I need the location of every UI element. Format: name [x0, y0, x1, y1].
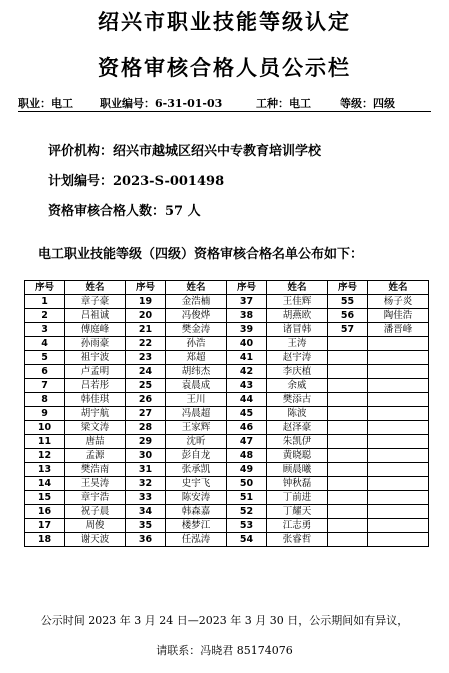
name-cell: 丁前进	[267, 491, 328, 505]
serial-number-cell: 50	[227, 477, 267, 491]
serial-number-cell: 35	[126, 519, 166, 533]
name-cell	[368, 379, 429, 393]
table-header-cell: 姓名	[368, 281, 429, 295]
serial-number-cell: 56	[328, 309, 368, 323]
name-cell: 祝子晨	[65, 505, 126, 519]
serial-number-cell: 17	[25, 519, 65, 533]
table-header-cell: 序号	[126, 281, 166, 295]
name-cell: 江志勇	[267, 519, 328, 533]
serial-number-cell: 44	[227, 393, 267, 407]
name-cell: 陶佳浩	[368, 309, 429, 323]
evaluation-org: 评价机构：绍兴市越城区绍兴中专教育培训学校	[48, 144, 322, 159]
serial-number-cell: 25	[126, 379, 166, 393]
name-cell: 吕若彤	[65, 379, 126, 393]
name-cell	[368, 477, 429, 491]
serial-number-cell: 11	[25, 435, 65, 449]
name-cell: 史宇飞	[166, 477, 227, 491]
serial-number-cell: 43	[227, 379, 267, 393]
serial-number-cell: 15	[25, 491, 65, 505]
name-cell: 钟秋磊	[267, 477, 328, 491]
serial-number-cell: 14	[25, 477, 65, 491]
name-cell: 孙浩	[166, 337, 227, 351]
job-type: 工种：电工	[256, 97, 311, 110]
name-cell: 唐喆	[65, 435, 126, 449]
name-cell	[368, 533, 429, 547]
serial-number-cell	[328, 463, 368, 477]
serial-number-cell: 33	[126, 491, 166, 505]
name-cell: 王昊涛	[65, 477, 126, 491]
table-row	[25, 309, 429, 323]
serial-number-cell: 46	[227, 421, 267, 435]
serial-number-cell: 13	[25, 463, 65, 477]
roster-table	[24, 280, 429, 547]
serial-number-cell: 6	[25, 365, 65, 379]
serial-number-cell: 37	[227, 295, 267, 309]
name-cell: 丁耀天	[267, 505, 328, 519]
serial-number-cell: 8	[25, 393, 65, 407]
serial-number-cell	[328, 519, 368, 533]
name-cell: 郑超	[166, 351, 227, 365]
serial-number-cell: 30	[126, 449, 166, 463]
table-row	[25, 337, 429, 351]
serial-number-cell: 16	[25, 505, 65, 519]
serial-number-cell: 9	[25, 407, 65, 421]
name-cell: 傅庭峰	[65, 323, 126, 337]
name-cell: 樊浩南	[65, 463, 126, 477]
serial-number-cell: 47	[227, 435, 267, 449]
table-header-cell: 序号	[25, 281, 65, 295]
name-cell	[368, 463, 429, 477]
name-cell	[368, 491, 429, 505]
serial-number-cell: 23	[126, 351, 166, 365]
serial-number-cell	[328, 533, 368, 547]
serial-number-cell	[328, 505, 368, 519]
table-row	[25, 491, 429, 505]
table-header-cell: 姓名	[267, 281, 328, 295]
serial-number-cell: 49	[227, 463, 267, 477]
table-row	[25, 407, 429, 421]
name-cell: 吕祖诚	[65, 309, 126, 323]
table-row	[25, 435, 429, 449]
table-row	[25, 379, 429, 393]
serial-number-cell: 36	[126, 533, 166, 547]
name-cell: 祖宇波	[65, 351, 126, 365]
name-cell: 赵泽豪	[267, 421, 328, 435]
table-row	[25, 505, 429, 519]
serial-number-cell: 3	[25, 323, 65, 337]
job-info-line	[18, 93, 431, 112]
name-cell: 陈波	[267, 407, 328, 421]
name-cell: 胡宇航	[65, 407, 126, 421]
name-cell	[368, 351, 429, 365]
serial-number-cell: 57	[328, 323, 368, 337]
name-cell: 楼梦江	[166, 519, 227, 533]
name-cell: 周俊	[65, 519, 126, 533]
serial-number-cell: 32	[126, 477, 166, 491]
name-cell: 沈昕	[166, 435, 227, 449]
name-cell: 王川	[166, 393, 227, 407]
serial-number-cell: 21	[126, 323, 166, 337]
name-cell: 冯俊烨	[166, 309, 227, 323]
plan-number: 计划编号：2023-S-001498	[48, 174, 225, 189]
serial-number-cell: 41	[227, 351, 267, 365]
serial-number-cell: 12	[25, 449, 65, 463]
name-cell: 诸冒韩	[267, 323, 328, 337]
table-header-cell: 序号	[328, 281, 368, 295]
name-cell: 谢天波	[65, 533, 126, 547]
name-cell: 王佳辉	[267, 295, 328, 309]
serial-number-cell	[328, 365, 368, 379]
serial-number-cell	[328, 421, 368, 435]
serial-number-cell	[328, 477, 368, 491]
name-cell: 樊金涛	[166, 323, 227, 337]
name-cell	[368, 449, 429, 463]
page-title: 绍兴市职业技能等级认定	[98, 9, 351, 34]
name-cell	[368, 407, 429, 421]
serial-number-cell: 48	[227, 449, 267, 463]
name-cell: 王家辉	[166, 421, 227, 435]
name-cell: 王涛	[267, 337, 328, 351]
name-cell	[368, 365, 429, 379]
table-header-cell: 姓名	[65, 281, 126, 295]
name-cell: 彭自龙	[166, 449, 227, 463]
serial-number-cell	[328, 407, 368, 421]
serial-number-cell	[328, 491, 368, 505]
name-cell	[368, 519, 429, 533]
serial-number-cell	[328, 393, 368, 407]
name-cell: 杨子炎	[368, 295, 429, 309]
serial-number-cell: 2	[25, 309, 65, 323]
serial-number-cell	[328, 337, 368, 351]
table-row	[25, 323, 429, 337]
footer-contact: 请联系：冯晓君 85174076	[156, 644, 293, 657]
serial-number-cell: 29	[126, 435, 166, 449]
job-occupation: 职业：电工	[18, 97, 73, 110]
serial-number-cell: 31	[126, 463, 166, 477]
serial-number-cell: 42	[227, 365, 267, 379]
name-cell: 卢孟明	[65, 365, 126, 379]
serial-number-cell: 4	[25, 337, 65, 351]
serial-number-cell	[328, 379, 368, 393]
table-row	[25, 365, 429, 379]
name-cell: 冯晨超	[166, 407, 227, 421]
name-cell: 孙雨豪	[65, 337, 126, 351]
name-cell	[368, 393, 429, 407]
serial-number-cell: 27	[126, 407, 166, 421]
serial-number-cell: 24	[126, 365, 166, 379]
table-row	[25, 533, 429, 547]
serial-number-cell	[328, 435, 368, 449]
name-cell: 胡纬杰	[166, 365, 227, 379]
serial-number-cell: 45	[227, 407, 267, 421]
serial-number-cell: 38	[227, 309, 267, 323]
serial-number-cell	[328, 351, 368, 365]
footer-notice: 公示时间 2023 年 3 月 24 日—2023 年 3 月 30 日，公示期间如有异议，	[40, 614, 409, 627]
name-cell: 孟源	[65, 449, 126, 463]
serial-number-cell: 1	[25, 295, 65, 309]
name-cell: 梁文涛	[65, 421, 126, 435]
serial-number-cell: 34	[126, 505, 166, 519]
table-header-cell: 姓名	[166, 281, 227, 295]
name-cell	[368, 435, 429, 449]
serial-number-cell: 40	[227, 337, 267, 351]
serial-number-cell: 22	[126, 337, 166, 351]
serial-number-cell: 28	[126, 421, 166, 435]
table-row	[25, 421, 429, 435]
name-cell: 任泓涛	[166, 533, 227, 547]
name-cell: 潘晋峰	[368, 323, 429, 337]
name-cell: 章宇浩	[65, 491, 126, 505]
table-row	[25, 449, 429, 463]
job-level: 等级：四级	[340, 97, 395, 110]
name-cell: 余威	[267, 379, 328, 393]
list-heading: 电工职业技能等级（四级）资格审核合格名单公布如下：	[38, 247, 364, 262]
serial-number-cell: 19	[126, 295, 166, 309]
name-cell: 赵宇涛	[267, 351, 328, 365]
serial-number-cell	[328, 449, 368, 463]
serial-number-cell: 5	[25, 351, 65, 365]
name-cell: 朱凯伊	[267, 435, 328, 449]
name-cell: 黄晓聪	[267, 449, 328, 463]
name-cell: 金浩楠	[166, 295, 227, 309]
table-row	[25, 351, 429, 365]
table-row	[25, 477, 429, 491]
qualified-count: 资格审核合格人数：57 人	[48, 204, 201, 219]
serial-number-cell: 20	[126, 309, 166, 323]
serial-number-cell: 7	[25, 379, 65, 393]
name-cell: 张承凯	[166, 463, 227, 477]
serial-number-cell: 52	[227, 505, 267, 519]
table-row	[25, 393, 429, 407]
table-header-cell: 序号	[227, 281, 267, 295]
name-cell: 李庆植	[267, 365, 328, 379]
page-subtitle: 资格审核合格人员公示栏	[98, 55, 351, 80]
serial-number-cell: 55	[328, 295, 368, 309]
name-cell: 樊添古	[267, 393, 328, 407]
serial-number-cell: 54	[227, 533, 267, 547]
name-cell: 陈安涛	[166, 491, 227, 505]
name-cell	[368, 505, 429, 519]
name-cell: 韩森嘉	[166, 505, 227, 519]
serial-number-cell: 51	[227, 491, 267, 505]
name-cell: 张睿哲	[267, 533, 328, 547]
name-cell	[368, 421, 429, 435]
serial-number-cell: 18	[25, 533, 65, 547]
name-cell: 章子豪	[65, 295, 126, 309]
serial-number-cell: 10	[25, 421, 65, 435]
name-cell: 顾晨曦	[267, 463, 328, 477]
serial-number-cell: 53	[227, 519, 267, 533]
serial-number-cell: 39	[227, 323, 267, 337]
table-row	[25, 295, 429, 309]
job-code: 职业编号：6-31-01-03	[100, 97, 223, 110]
table-row	[25, 519, 429, 533]
table-header-row	[25, 281, 429, 295]
name-cell: 韩佳琪	[65, 393, 126, 407]
name-cell: 袁晨成	[166, 379, 227, 393]
serial-number-cell: 26	[126, 393, 166, 407]
table-row	[25, 463, 429, 477]
name-cell: 胡燕欧	[267, 309, 328, 323]
name-cell	[368, 337, 429, 351]
